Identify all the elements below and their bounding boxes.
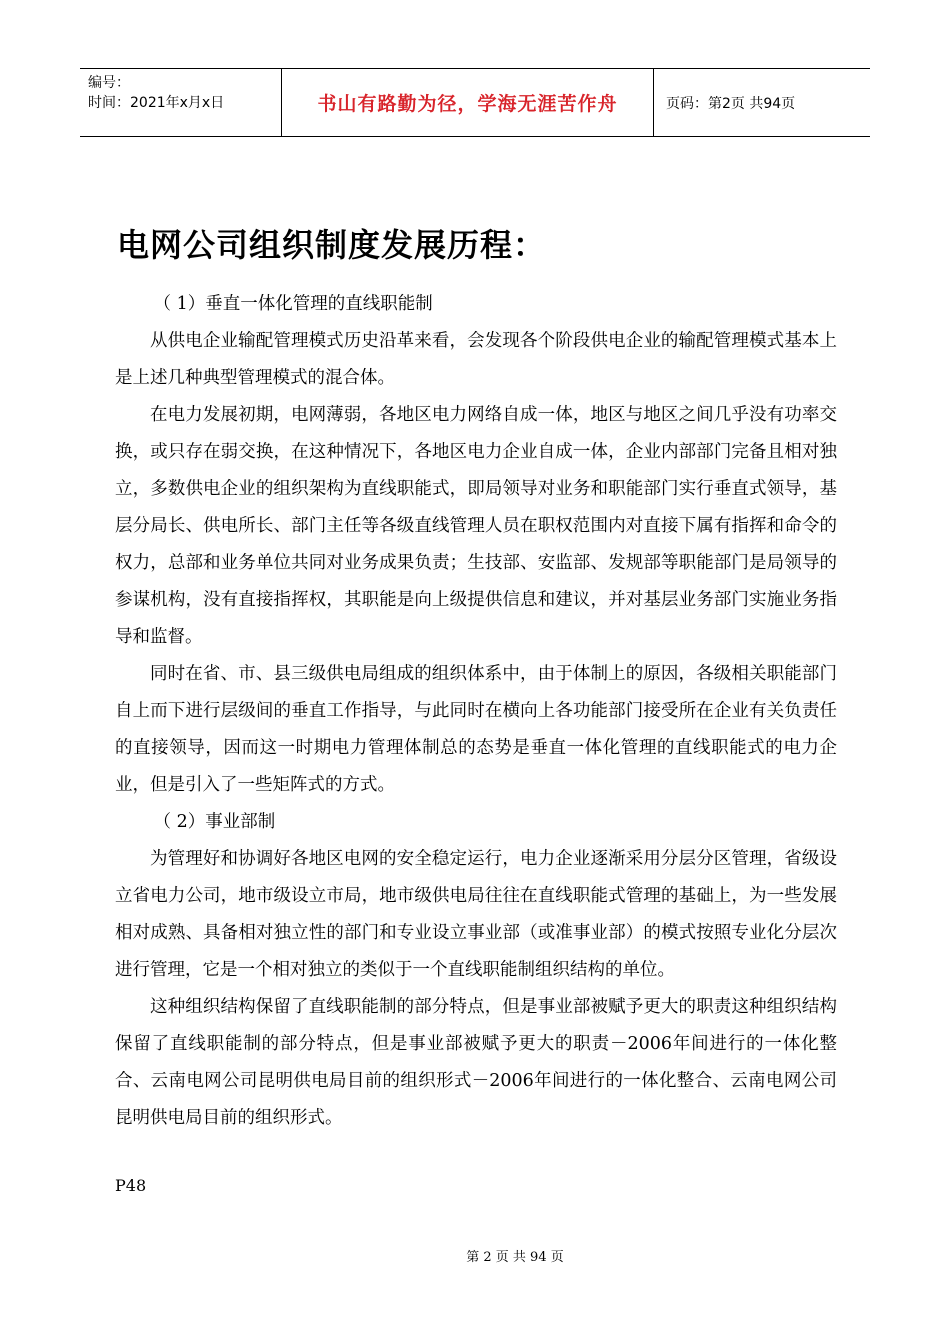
footer-page-number: 第 2 页 共 94 页 [466, 1250, 564, 1265]
number-label: 编号： [88, 75, 130, 91]
paragraph: 同时在省、市、县三级供电局组成的组织体系中，由于体制上的原因，各级相关职能部门自上而下进行层级间的垂直工作指导，与此同时在横向上各功能部门接受所在企业有关负责任的直接领导，因而这一时期电力管理体制总的态势是垂直一体化管理的直线职能式的电力企业，但是引入了一些矩阵式的方式。 [115, 664, 837, 795]
document-body [115, 286, 837, 1137]
header-table [80, 68, 870, 137]
page-title: 电网公司组织制度发展历程： [117, 226, 547, 264]
motto: 书山有路勤为径，学海无涯苦作舟 [317, 93, 618, 115]
section-heading-1: （ 1）垂直一体化管理的直线职能制 [153, 294, 433, 314]
header-meta [80, 69, 282, 136]
section-heading-2: （ 2）事业部制 [153, 812, 276, 832]
footer [0, 1246, 950, 1265]
date-label: 时间：2021年x月x日 [88, 95, 225, 111]
paragraph: 为管理好和协调好各地区电网的安全稳定运行，电力企业逐渐采用分层分区管理，省级设立省电力公司，地市级设立市局，地市级供电局往往在直线职能式管理的基础上，为一些发展相对成熟、具备相对独立性的部门和专业设立事业部（或准事业部）的模式按照专业化分层次进行管理，它是一个相对独立的类似于一个直线职能制组织结构的单位。 [115, 849, 837, 980]
header-motto-cell [282, 69, 654, 136]
page-info: 页码：第2页 共94页 [666, 95, 796, 112]
paragraph: 从供电企业输配管理模式历史沿革来看，会发现各个阶段供电企业的输配管理模式基本上是上述几种典型管理模式的混合体。 [115, 331, 837, 388]
paragraph: 这种组织结构保留了直线职能制的部分特点，但是事业部被赋予更大的职责这种组织结构保留了直线职能制的部分特点，但是事业部被赋予更大的职责－2006年间进行的一体化整合、云南电网公司昆明供电局目前的组织形式－2006年间进行的一体化整合、云南电网公司昆明供电局目前的组织形式。 [115, 997, 837, 1128]
paragraph: 在电力发展初期，电网薄弱，各地区电力网络自成一体，地区与地区之间几乎没有功率交换，或只存在弱交换，在这种情况下，各地区电力企业自成一体，企业内部部门完备且相对独立，多数供电企业的组织架构为直线职能式，即局领导对业务和职能部门实行垂直式领导，基层分局长、供电所长、部门主任等各级直线管理人员在职权范围内对直接下属有指挥和命令的权力，总部和业务单位共同对业务成果负责；生技部、安监部、发规部等职能部门是局领导的参谋机构，没有直接指挥权，其职能是向上级提供信息和建议，并对基层业务部门实施业务指导和监督。 [115, 405, 837, 647]
page-reference: P48 [115, 1176, 147, 1195]
